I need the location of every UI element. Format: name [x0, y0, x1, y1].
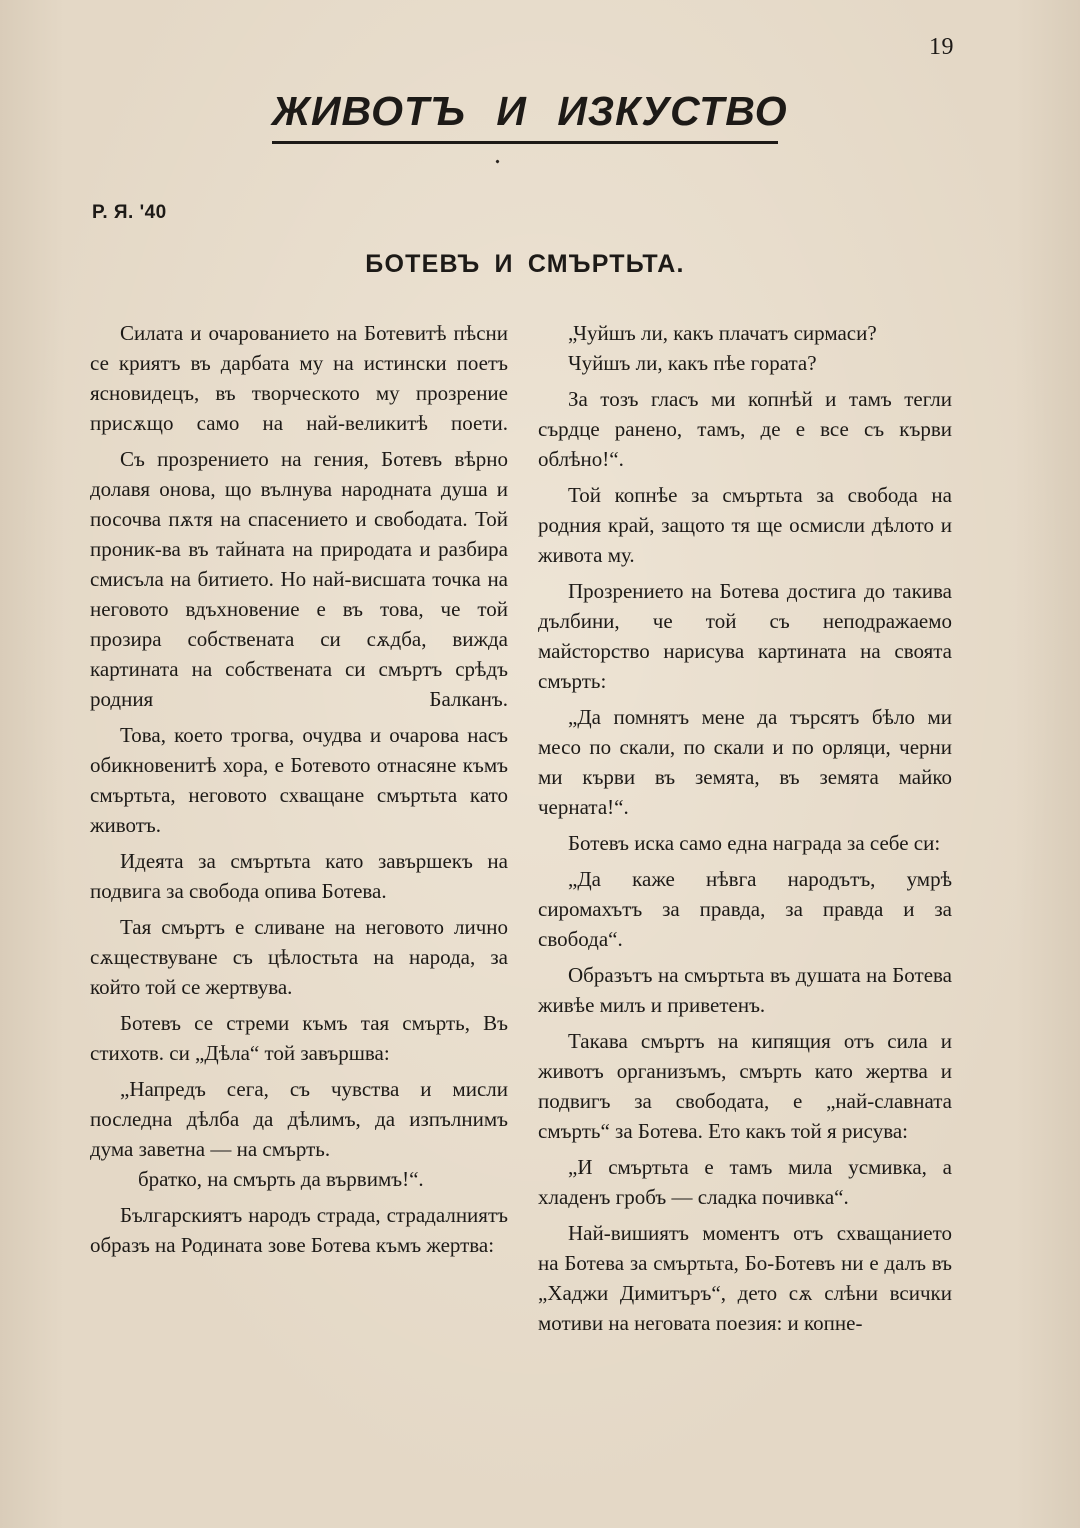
- paragraph-4: Идеята за смъртьта като завършекъ на подвига за свобода опива Ботева.: [90, 849, 508, 903]
- paragraph-5: Тая смъртъ е сливане на неговото лично сѫществуване съ цѣлостьта на народа, за който той се жертвува.: [90, 915, 508, 999]
- quote-line: „Чуйшъ ли, какъ плачатъ сирмаси?: [568, 321, 877, 345]
- article-title: БОТЕВЪ И СМЪРТЬТА.: [365, 250, 685, 278]
- paragraph-10: Ботевъ иска само една награда за себе си:: [568, 831, 941, 855]
- quote-smartta: „И смъртьта е тамъ мила усмивка, а хладенъ гробъ — сладка почивка“.: [538, 1155, 952, 1209]
- quote-dela-end: братко, на смърть да вървимъ!“.: [138, 1167, 424, 1191]
- section-title: ЖИВОТЪ И ИЗКУСТВО: [272, 88, 778, 144]
- paragraph-12: Такава смъртъ на кипящия отъ сила и животъ организъмъ, смърть като жертва и подвигъ за свободата, е „най-славната смърть“ за Ботева. Ето какъ той я рисува:: [538, 1029, 952, 1143]
- ink-speck: [495, 159, 499, 163]
- paragraph-2: Съ прозрението на гения, Ботевъ вѣрно долавя онова, що вълнува народната душа и посочва пѫтя на спасението и свободата. Той проник-ва въ тайната на природата и разбира смисъла на битието. Но най-висшата точка на неговото вдъхновение е въ това, че той прозира собствената си сѫдба, вижда картината на собствената си смъртъ срѣдъ родния Балканъ.: [90, 447, 508, 711]
- quote-sirmasi-rest: За тозъ гласъ ми копнѣй и тамъ тегли сърдце ранено, тамъ, де е все съ кърви облѣно!“.: [538, 387, 952, 471]
- paragraph-11: Образътъ на смъртьта въ душата на Ботева живѣе милъ и приветенъ.: [538, 963, 952, 1017]
- paragraph-13: Най-вишиятъ моментъ отъ схващанието на Ботева за смъртьта, Бо-Ботевъ ни е далъ въ „Хаджи Димитъръ“, дето сѫ слѣни всички мотиви на неговата поезия: и копне-: [538, 1221, 952, 1335]
- left-column: [90, 318, 508, 1266]
- paragraph-8: Той копнѣе за смъртьта за свобода на родния край, защото тя ще осмисли дѣлото и живота му.: [538, 483, 952, 567]
- quote-narodat: „Да каже нѣвга народътъ, умрѣ сиромахътъ за правда, за правда и за свобода“.: [538, 867, 952, 951]
- right-column: [538, 318, 952, 1344]
- paragraph-1: Силата и очарованието на Ботевитѣ пѣсни се криятъ въ дарбата му на истински поетъ ясновидецъ, въ творческото му прозрение присѫщо само на най-великитѣ поети.: [90, 321, 508, 435]
- author-signature: Р. Я. '40: [92, 202, 167, 223]
- page-number: 19: [929, 34, 954, 60]
- quote-sirmasi: [538, 318, 952, 378]
- quote-dela: „Напредъ сега, съ чувства и мисли последна дѣлба да дѣлимъ, да изпълнимъ дума заветна — на смърть.: [90, 1077, 508, 1161]
- paragraph-7: Българскиятъ народъ страда, страдалниятъ образъ на Родината зове Ботева къмъ жертва:: [90, 1203, 508, 1257]
- paragraph-6: Ботевъ се стреми къмъ тая смърть, Въ стихотв. си „Дѣла“ той завършва:: [90, 1011, 508, 1065]
- quote-line: Чуйшъ ли, какъ пѣе гората?: [568, 351, 817, 375]
- paragraph-9: Прозрението на Ботева достига до такива дълбини, че той съ неподражаемо майсторство нарисува картината на своята смърть:: [538, 579, 952, 693]
- quote-pomnyat: „Да помнятъ мене да търсятъ бѣло ми месо по скали, по скали и по орляци, черни ми кърви въ земята, въ земята майко черната!“.: [538, 705, 952, 819]
- paragraph-3: Това, което трогва, очудва и очарова насъ обикновенитѣ хора, е Ботевото отнасяне къмъ смъртьта, неговото схващане смъртьта като животъ.: [90, 723, 508, 837]
